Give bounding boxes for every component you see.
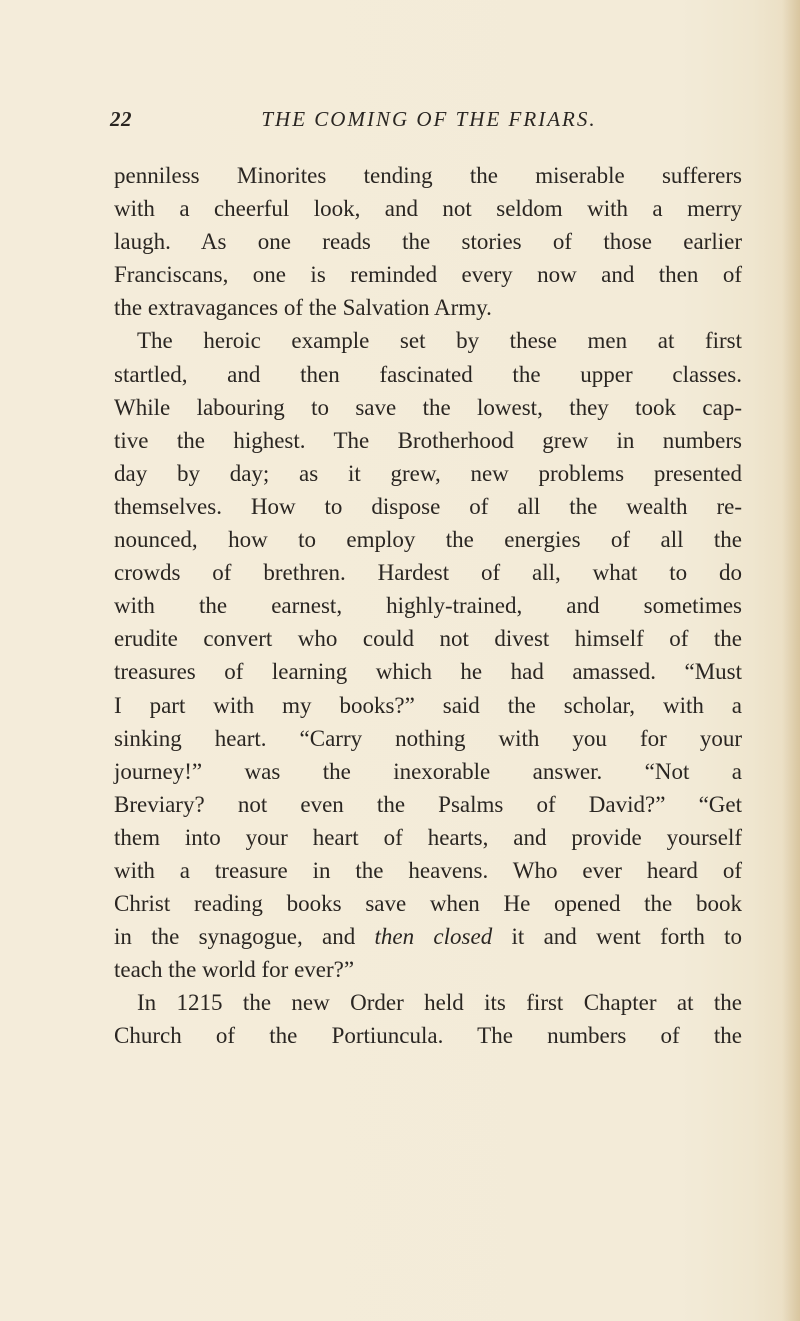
italic-emphasis: then closed [374,924,493,950]
page-number: 22 [110,107,132,131]
text-line: day by day; as it grew, new problems presented [114,460,742,486]
text-line: sinking heart. “Carry nothing with you for your [114,725,742,751]
text-segment: in the synagogue, and [114,924,375,950]
text-line: The heroic example set by these men at first [137,328,742,354]
text-line: nounced, how to employ the energies of all the [114,527,742,553]
text-line: teach the world for ever?” [114,957,355,983]
text-line: Christ reading books save when He opened the book [114,891,742,917]
text-line: with a cheerful look, and not seldom with a merry [114,196,742,222]
text-line: I part with my books?” said the scholar, with a [114,692,742,718]
text-line: While labouring to save the lowest, they took cap- [114,394,742,420]
text-line: with a treasure in the heavens. Who ever heard of [114,857,742,883]
text-line: Church of the Portiuncula. The numbers of the [114,1023,742,1049]
text-line: treasures of learning which he had amassed. “Must [114,659,742,685]
body-text [114,159,742,1053]
text-line: In 1215 the new Order held its first Chapter at the [137,990,742,1016]
text-line: with the earnest, highly-trained, and sometimes [114,593,742,619]
text-line: them into your heart of hearts, and provide yourself [114,824,742,850]
text-line: laugh. As one reads the stories of those earlier [114,229,742,255]
text-line: penniless Minorites tending the miserable sufferers [114,163,742,188]
text-line: Franciscans, one is reminded every now and then of [114,262,742,288]
text-line: Breviary? not even the Psalms of David?” “Get [114,791,742,817]
text-line: crowds of brethren. Hardest of all, what to do [114,560,742,586]
page-edge-shadow [782,0,800,1321]
text-line: the extravagances of the Salvation Army. [114,295,492,321]
text-line: erudite convert who could not divest himself of the [114,626,742,652]
text-line: startled, and then fascinated the upper classes. [114,361,742,387]
text-line: journey!” was the inexorable answer. “Not a [114,758,742,784]
text-line-with-italic [114,920,742,953]
text-segment: it and went forth to [492,924,743,950]
text-line: tive the highest. The Brotherhood grew in numbers [114,427,742,453]
running-title: THE COMING OF THE FRIARS. [261,107,597,131]
text-line: themselves. How to dispose of all the wealth re- [114,493,742,519]
page-header [110,107,748,139]
